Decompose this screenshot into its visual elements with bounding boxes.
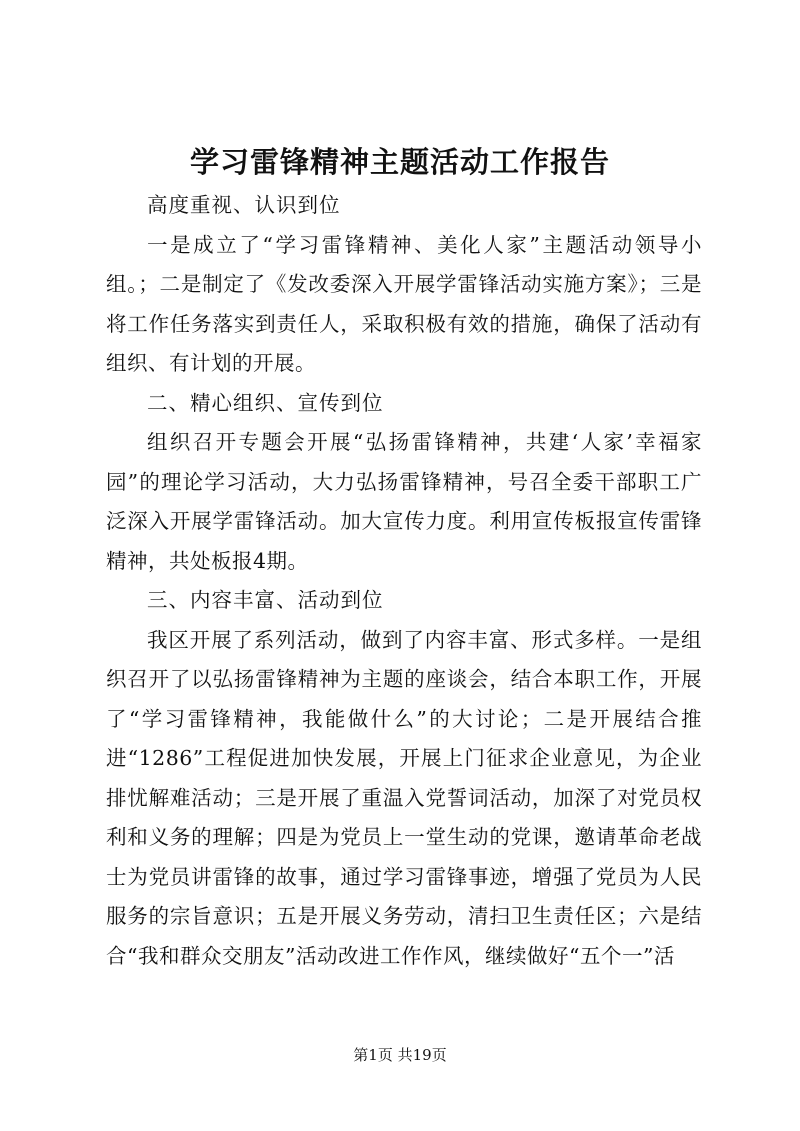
section-heading: 高度重视、认识到位 <box>147 193 341 217</box>
document-body <box>106 186 702 976</box>
section-heading: 三、内容丰富、活动到位 <box>147 588 384 612</box>
page-number-footer: 第1页 共19页 <box>353 1046 447 1064</box>
body-paragraph: 组织召开专题会开展“弘扬雷锋精神，共建‘人家’幸福家园”的理论学习活动，大力弘扬雷锋精神，号召全委干部职工广泛深入开展学雷锋活动。加大宣传力度。利用宣传板报宣传雷锋精神，共处板报4期。 <box>106 430 702 573</box>
section-heading: 二、精心组织、宣传到位 <box>147 390 384 415</box>
body-paragraph: 一是成立了“学习雷锋精神、美化人家”主题活动领导小组。；二是制定了《发改委深入开展学雷锋活动实施方案》；三是将工作任务落实到责任人，采取积极有效的措施，确保了活动有组织、有计划的开展。 <box>106 232 702 375</box>
document-title: 学习雷锋精神主题活动工作报告 <box>189 145 610 179</box>
body-paragraph: 我区开展了系列活动，做到了内容丰富、形式多样。一是组织召开了以弘扬雷锋精神为主题的座谈会，结合本职工作，开展了“学习雷锋精神，我能做什么”的大讨论；二是开展结合推进“1286”工程促进加快发展，开展上门征求企业意见，为企业排忧解难活动；三是开展了重温入党誓词活动，加深了对党员权利和义务的理解；四是为党员上一堂生动的党课，邀请革命老战士为党员讲雷锋的故事，通过学习雷锋事迹，增强了党员为人民服务的宗旨意识；五是开展义务劳动，清扫卫生责任区；六是结合“我和群众交朋友”活动改进工作作风，继续做好“五个一”活 <box>106 627 702 968</box>
